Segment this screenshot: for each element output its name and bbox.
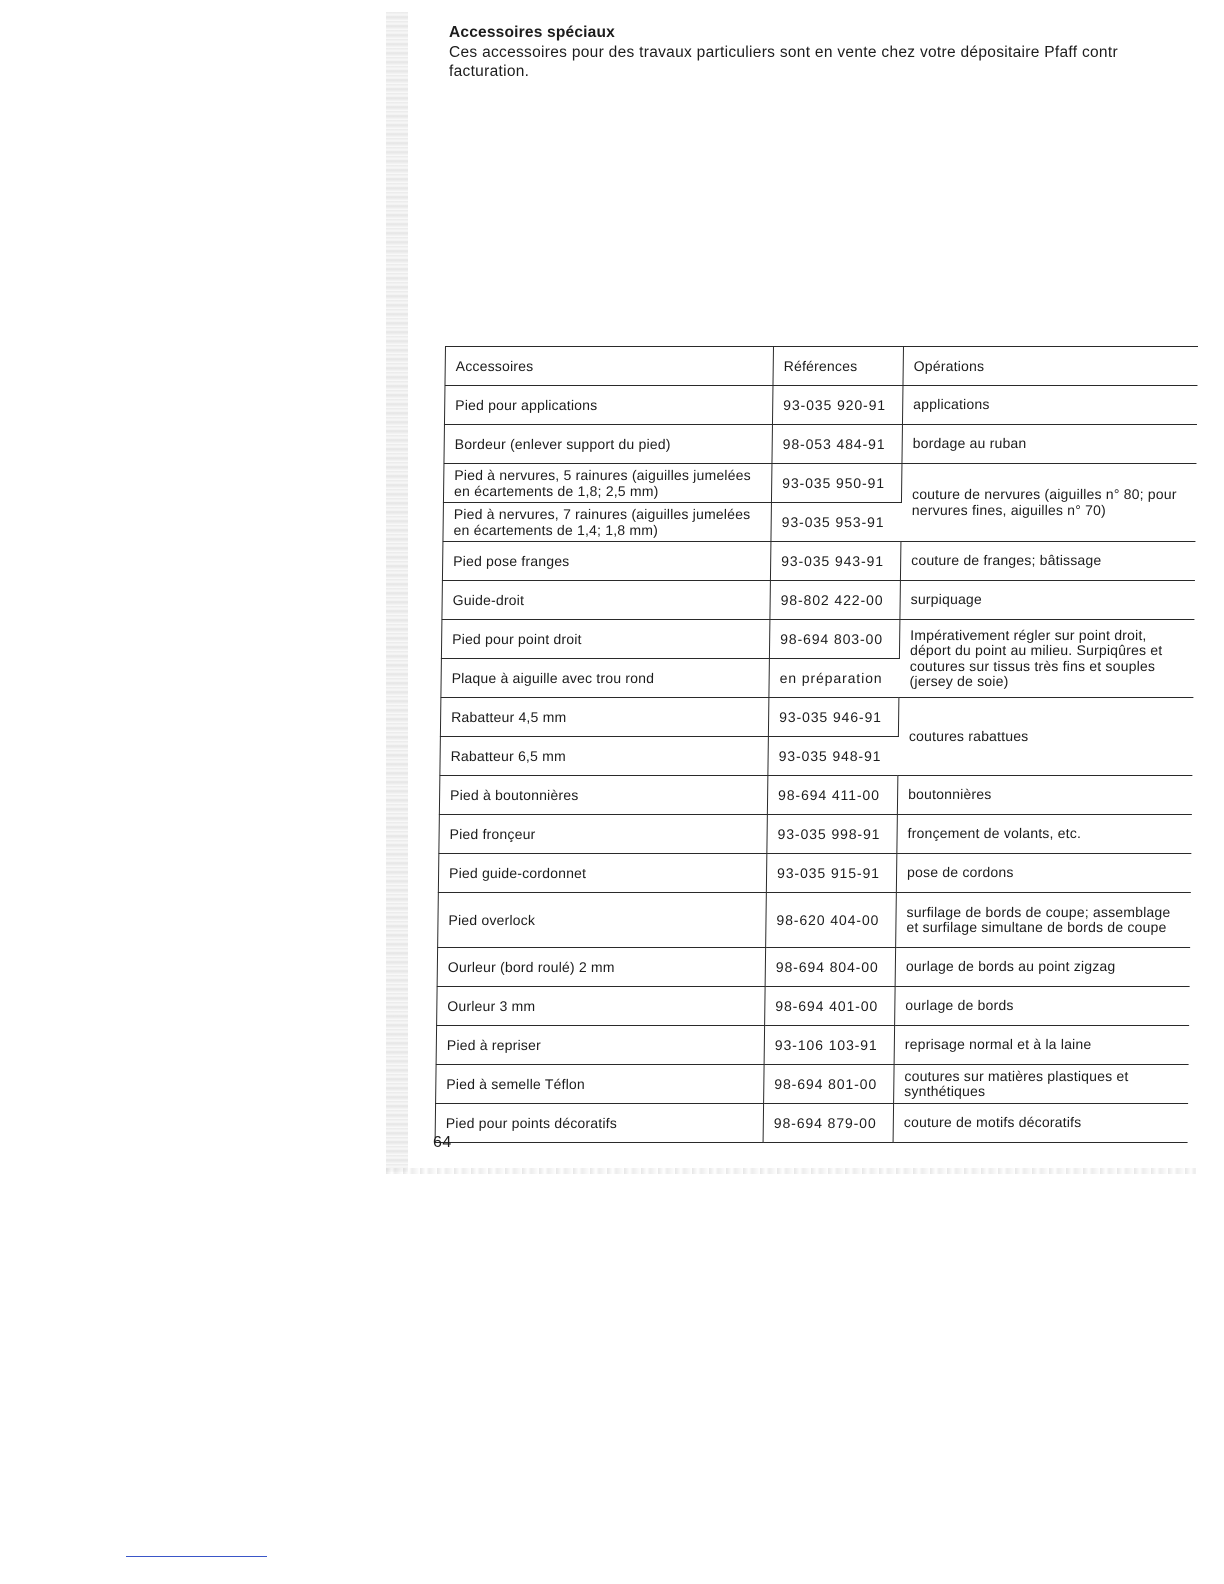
table-row <box>437 948 1190 987</box>
table-row <box>444 386 1197 425</box>
table-row <box>438 893 1191 948</box>
operation-cell-merged: Impérativement régler sur point droit, déport du point au milieu. Surpiqûres et coutures sur tissus très fins et souples (jersey de soie) <box>899 620 1194 698</box>
accessory-cell: Pied guide-cordonnet <box>438 854 767 893</box>
reference-cell: en préparation <box>769 659 900 698</box>
operation-cell-merged: couture de nervures (aiguilles n° 80; pour nervures fines, aiguilles n° 70) <box>901 464 1196 542</box>
accessory-cell: Pied fronçeur <box>439 815 768 854</box>
page-heading: Accessoires spéciaux <box>449 24 615 41</box>
header-operation: Opérations <box>903 347 1198 386</box>
accessories-table <box>435 346 1198 1143</box>
table-row <box>443 464 1196 503</box>
accessory-cell: Rabatteur 6,5 mm <box>440 737 769 776</box>
table-row <box>436 1026 1189 1065</box>
reference-cell: 93-035 953-91 <box>771 503 902 542</box>
intro-line-2: facturation. <box>449 63 530 80</box>
reference-cell: 98-694 411-00 <box>767 776 898 815</box>
operation-cell: surpiquage <box>900 581 1195 620</box>
accessory-cell: Guide-droit <box>442 581 771 620</box>
accessories-table-wrapper <box>435 346 1197 1143</box>
operation-cell: coutures sur matières plastiques et synthétiques <box>894 1065 1189 1104</box>
table-row <box>436 1065 1189 1104</box>
reference-cell: 98-694 804-00 <box>765 948 896 987</box>
reference-cell: 98-802 422-00 <box>770 581 901 620</box>
header-accessory: Accessoires <box>445 347 774 386</box>
accessory-cell: Pied à nervures, 7 rainures (aiguilles jumelées en écartements de 1,4; 1,8 mm) <box>443 503 772 542</box>
scan-edge <box>386 12 408 1172</box>
table-row <box>442 542 1195 581</box>
scan-bottom-edge <box>386 1168 1196 1174</box>
table-row <box>439 776 1192 815</box>
accessory-cell: Pied overlock <box>438 893 767 948</box>
operation-cell: bordage au ruban <box>902 425 1197 464</box>
intro-line-1: Ces accessoires pour des travaux particuliers sont en vente chez votre dépositaire Pfaff contr <box>449 44 1118 61</box>
accessory-cell: Pied à nervures, 5 rainures (aiguilles jumelées en écartements de 1,8; 2,5 mm) <box>443 464 772 503</box>
reference-cell: 93-035 998-91 <box>767 815 898 854</box>
reference-cell: 93-035 950-91 <box>771 464 902 503</box>
accessory-cell: Pied pour applications <box>444 386 773 425</box>
table-row <box>435 1104 1188 1143</box>
reference-cell: 93-106 103-91 <box>764 1026 895 1065</box>
intro-paragraph <box>449 43 1224 81</box>
operation-cell: pose de cordons <box>896 854 1191 893</box>
table-row <box>439 815 1192 854</box>
reference-cell: 93-035 915-91 <box>766 854 897 893</box>
accessory-cell: Pied pour point droit <box>441 620 770 659</box>
footer-rule <box>126 1556 267 1557</box>
reference-cell: 93-035 920-91 <box>772 386 903 425</box>
table-row <box>438 854 1191 893</box>
accessory-cell: Pied pour points décoratifs <box>435 1104 764 1143</box>
reference-cell: 93-035 946-91 <box>768 698 899 737</box>
header-reference: Références <box>773 347 904 386</box>
accessory-cell: Pied à repriser <box>436 1026 765 1065</box>
reference-cell: 98-053 484-91 <box>772 425 903 464</box>
reference-cell: 98-694 801-00 <box>764 1065 895 1104</box>
page-number: 64 <box>433 1134 452 1151</box>
operation-cell: couture de franges; bâtissage <box>900 542 1195 581</box>
operation-cell: ourlage de bords au point zigzag <box>895 948 1190 987</box>
reference-cell: 93-035 943-91 <box>770 542 901 581</box>
reference-cell: 98-620 404-00 <box>766 893 897 948</box>
table-row <box>442 581 1195 620</box>
operation-cell: reprisage normal et à la laine <box>894 1026 1189 1065</box>
reference-cell: 93-035 948-91 <box>768 737 899 776</box>
accessory-cell: Plaque à aiguille avec trou rond <box>441 659 770 698</box>
reference-cell: 98-694 803-00 <box>769 620 900 659</box>
accessory-cell: Ourleur 3 mm <box>437 987 766 1026</box>
operation-cell: couture de motifs décoratifs <box>893 1104 1188 1143</box>
accessory-cell: Rabatteur 4,5 mm <box>440 698 769 737</box>
operation-cell: boutonnières <box>897 776 1192 815</box>
table-row <box>444 425 1197 464</box>
accessory-cell: Ourleur (bord roulé) 2 mm <box>437 948 766 987</box>
table-row <box>440 698 1193 737</box>
operation-cell: surfilage de bords de coupe; assemblage et surfilage simultane de bords de coupe <box>896 893 1191 948</box>
operation-cell: applications <box>902 386 1197 425</box>
reference-cell: 98-694 879-00 <box>763 1104 894 1143</box>
operation-cell: fronçement de volants, etc. <box>897 815 1192 854</box>
table-row <box>437 987 1190 1026</box>
accessory-cell: Pied pose franges <box>442 542 771 581</box>
accessory-cell: Pied à semelle Téflon <box>436 1065 765 1104</box>
accessory-cell: Bordeur (enlever support du pied) <box>444 425 773 464</box>
accessory-cell: Pied à boutonnières <box>439 776 768 815</box>
reference-cell: 98-694 401-00 <box>765 987 896 1026</box>
operation-cell-merged: coutures rabattues <box>898 698 1193 776</box>
table-header-row <box>445 347 1198 386</box>
operation-cell: ourlage de bords <box>895 987 1190 1026</box>
table-row <box>441 620 1194 659</box>
